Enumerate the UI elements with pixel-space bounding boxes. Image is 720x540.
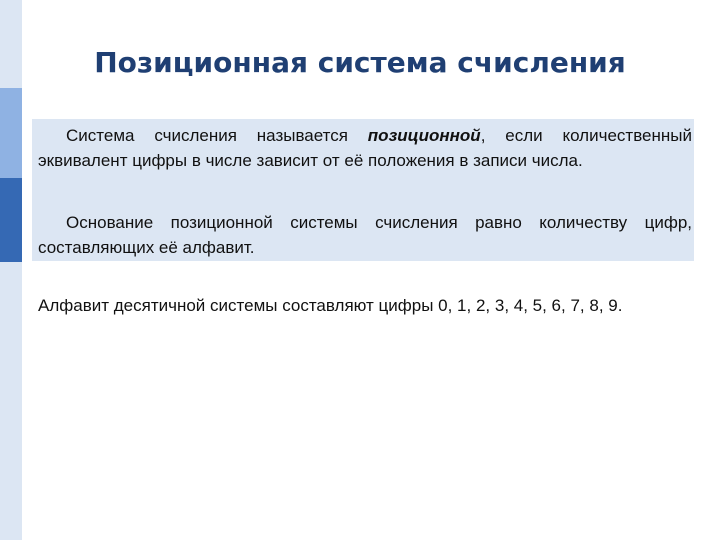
decimal-alphabet-paragraph: Алфавит десятичной системы составляют цифры 0, 1, 2, 3, 4, 5, 6, 7, 8, 9. <box>38 296 623 315</box>
side-stripe-dark <box>0 178 22 262</box>
slide-title: Позиционная система счисления <box>94 46 626 79</box>
base-paragraph: Основание позиционной системы счисления равно количеству цифр, составляющих её алфавит. <box>38 213 692 257</box>
side-stripe-mid <box>0 88 22 178</box>
definition-suffix: , если количественный эквивалент цифры в числе зависит от её положения в записи числа. <box>38 126 692 170</box>
definition-term: позиционной <box>367 126 481 145</box>
definition-paragraph <box>38 123 692 173</box>
definition-prefix: Система счисления называется <box>66 126 368 145</box>
side-stripe-bottom <box>0 262 22 540</box>
